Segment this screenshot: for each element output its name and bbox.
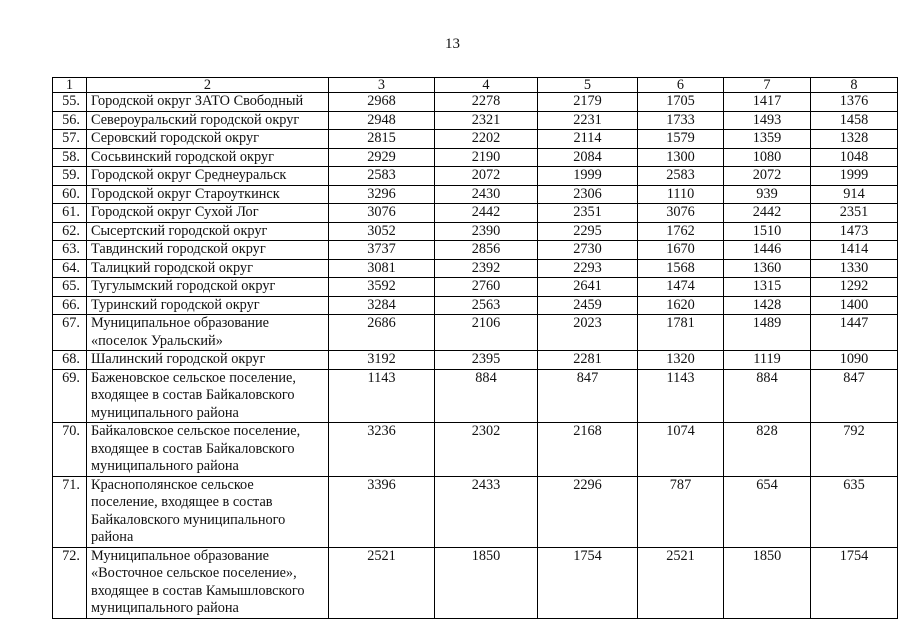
- row-number: 71.: [53, 476, 87, 547]
- value-cell: 1428: [724, 296, 811, 315]
- value-cell: 1360: [724, 259, 811, 278]
- value-cell: 1414: [811, 241, 898, 260]
- value-cell: 1999: [811, 167, 898, 186]
- value-cell: 1754: [811, 547, 898, 618]
- municipality-name: Туринский городской округ: [87, 296, 329, 315]
- value-cell: 2023: [538, 315, 638, 351]
- municipality-name-line: входящее в состав Байкаловского: [91, 387, 295, 403]
- municipality-name: Шалинский городской округ: [87, 351, 329, 370]
- municipality-name: Талицкий городской округ: [87, 259, 329, 278]
- row-number: 64.: [53, 259, 87, 278]
- row-number: 58.: [53, 148, 87, 167]
- municipality-name: Городской округ Староуткинск: [87, 185, 329, 204]
- value-cell: 828: [724, 423, 811, 477]
- value-cell: 1579: [638, 130, 724, 149]
- value-cell: 1143: [329, 369, 435, 423]
- row-number: 70.: [53, 423, 87, 477]
- header-cell: 2: [87, 78, 329, 93]
- value-cell: 1473: [811, 222, 898, 241]
- value-cell: 1400: [811, 296, 898, 315]
- municipality-name-line: муниципального района: [91, 404, 239, 421]
- row-number: 60.: [53, 185, 87, 204]
- page-number: 13: [445, 36, 460, 52]
- value-cell: 3192: [329, 351, 435, 370]
- table-row: [53, 278, 898, 297]
- table-row: [53, 423, 898, 477]
- table-row: [53, 148, 898, 167]
- value-cell: 2929: [329, 148, 435, 167]
- value-cell: 1733: [638, 111, 724, 130]
- table-row: [53, 476, 898, 547]
- table-row: [53, 315, 898, 351]
- value-cell: 1568: [638, 259, 724, 278]
- municipality-name-line: муниципального района: [91, 458, 239, 474]
- value-cell: 2084: [538, 148, 638, 167]
- table-row: [53, 547, 898, 618]
- table-row: [53, 259, 898, 278]
- municipality-name-line: Байкаловское сельское поселение,: [91, 423, 301, 439]
- value-cell: 1328: [811, 130, 898, 149]
- table-row: [53, 351, 898, 370]
- row-number: 61.: [53, 204, 87, 223]
- value-cell: 2293: [538, 259, 638, 278]
- table-row: [53, 222, 898, 241]
- value-cell: 1315: [724, 278, 811, 297]
- value-cell: 2202: [435, 130, 538, 149]
- value-cell: 847: [538, 369, 638, 423]
- value-cell: 3236: [329, 423, 435, 477]
- value-cell: 1447: [811, 315, 898, 351]
- value-cell: 1359: [724, 130, 811, 149]
- row-number: 57.: [53, 130, 87, 149]
- row-number: 67.: [53, 315, 87, 351]
- row-number: 66.: [53, 296, 87, 315]
- table-row: [53, 296, 898, 315]
- value-cell: 2856: [435, 241, 538, 260]
- value-cell: 2583: [638, 167, 724, 186]
- value-cell: 2351: [538, 204, 638, 223]
- value-cell: 2168: [538, 423, 638, 477]
- municipality-name: Городской округ Сухой Лог: [87, 204, 329, 223]
- value-cell: 2231: [538, 111, 638, 130]
- value-cell: 1074: [638, 423, 724, 477]
- value-cell: 2179: [538, 93, 638, 112]
- value-cell: 654: [724, 476, 811, 547]
- value-cell: 1489: [724, 315, 811, 351]
- value-cell: 1080: [724, 148, 811, 167]
- value-cell: 2430: [435, 185, 538, 204]
- value-cell: 1850: [724, 547, 811, 618]
- table-row: [53, 130, 898, 149]
- value-cell: 2281: [538, 351, 638, 370]
- value-cell: 884: [724, 369, 811, 423]
- value-cell: 2583: [329, 167, 435, 186]
- value-cell: 2563: [435, 296, 538, 315]
- municipality-name: [87, 423, 329, 477]
- value-cell: 3737: [329, 241, 435, 260]
- value-cell: 787: [638, 476, 724, 547]
- value-cell: 2072: [435, 167, 538, 186]
- header-cell: 3: [329, 78, 435, 93]
- value-cell: 2641: [538, 278, 638, 297]
- row-number: 56.: [53, 111, 87, 130]
- value-cell: 1119: [724, 351, 811, 370]
- value-cell: 2190: [435, 148, 538, 167]
- value-cell: 2392: [435, 259, 538, 278]
- value-cell: 2815: [329, 130, 435, 149]
- value-cell: 884: [435, 369, 538, 423]
- value-cell: 914: [811, 185, 898, 204]
- municipality-name-line: Байкаловского муниципального: [91, 511, 286, 528]
- municipality-name-line: района: [91, 529, 134, 545]
- value-cell: 1510: [724, 222, 811, 241]
- value-cell: 939: [724, 185, 811, 204]
- value-cell: 1670: [638, 241, 724, 260]
- municipality-name: [87, 547, 329, 618]
- municipality-name: Сысертский городской округ: [87, 222, 329, 241]
- municipality-name: [87, 476, 329, 547]
- row-number: 65.: [53, 278, 87, 297]
- value-cell: 1781: [638, 315, 724, 351]
- value-cell: 1850: [435, 547, 538, 618]
- value-cell: 2433: [435, 476, 538, 547]
- value-cell: 847: [811, 369, 898, 423]
- table-row: [53, 93, 898, 112]
- table-row: [53, 241, 898, 260]
- value-cell: 2072: [724, 167, 811, 186]
- value-cell: 1762: [638, 222, 724, 241]
- header-cell: 5: [538, 78, 638, 93]
- value-cell: 2442: [435, 204, 538, 223]
- value-cell: 2521: [329, 547, 435, 618]
- municipality-name: Сосьвинский городской округ: [87, 148, 329, 167]
- value-cell: 3592: [329, 278, 435, 297]
- municipality-name-line: Краснополянское сельское: [91, 476, 254, 493]
- value-cell: 1474: [638, 278, 724, 297]
- municipality-name-line: Муниципальное образование: [91, 315, 269, 331]
- value-cell: 2686: [329, 315, 435, 351]
- value-cell: 2302: [435, 423, 538, 477]
- value-cell: 2296: [538, 476, 638, 547]
- row-number: 68.: [53, 351, 87, 370]
- header-cell: 1: [53, 78, 87, 93]
- value-cell: 2351: [811, 204, 898, 223]
- table-row: [53, 204, 898, 223]
- table-row: [53, 167, 898, 186]
- value-cell: 1999: [538, 167, 638, 186]
- table-body: [53, 93, 898, 619]
- value-cell: 1300: [638, 148, 724, 167]
- header-row: [53, 78, 898, 93]
- municipality-name-line: «поселок Уральский»: [91, 332, 223, 349]
- value-cell: 2395: [435, 351, 538, 370]
- municipality-name-line: входящее в состав Байкаловского: [91, 440, 295, 457]
- municipality-name-line: входящее в состав Камышловского: [91, 582, 305, 599]
- value-cell: 2730: [538, 241, 638, 260]
- value-cell: 1110: [638, 185, 724, 204]
- municipality-name: Тавдинский городской округ: [87, 241, 329, 260]
- value-cell: 2948: [329, 111, 435, 130]
- value-cell: 2278: [435, 93, 538, 112]
- value-cell: 1754: [538, 547, 638, 618]
- value-cell: 3052: [329, 222, 435, 241]
- value-cell: 1446: [724, 241, 811, 260]
- value-cell: 1143: [638, 369, 724, 423]
- municipality-name: Тугулымский городской округ: [87, 278, 329, 297]
- value-cell: 3284: [329, 296, 435, 315]
- value-cell: 1292: [811, 278, 898, 297]
- value-cell: 1090: [811, 351, 898, 370]
- value-cell: 635: [811, 476, 898, 547]
- value-cell: 3081: [329, 259, 435, 278]
- row-number: 69.: [53, 369, 87, 423]
- value-cell: 3076: [638, 204, 724, 223]
- value-cell: 1376: [811, 93, 898, 112]
- municipality-name: Серовский городской округ: [87, 130, 329, 149]
- value-cell: 1320: [638, 351, 724, 370]
- value-cell: 3296: [329, 185, 435, 204]
- municipality-name: [87, 315, 329, 351]
- table-row: [53, 185, 898, 204]
- value-cell: 1458: [811, 111, 898, 130]
- municipality-name-line: Баженовское сельское поселение,: [91, 369, 296, 386]
- header-cell: 8: [811, 78, 898, 93]
- municipality-name-line: «Восточное сельское поселение»,: [91, 565, 297, 581]
- value-cell: 1417: [724, 93, 811, 112]
- value-cell: 2321: [435, 111, 538, 130]
- row-number: 63.: [53, 241, 87, 260]
- municipality-name: Городской округ Среднеуральск: [87, 167, 329, 186]
- municipality-name: Североуральский городской округ: [87, 111, 329, 130]
- value-cell: 2306: [538, 185, 638, 204]
- value-cell: 2442: [724, 204, 811, 223]
- value-cell: 2114: [538, 130, 638, 149]
- row-number: 55.: [53, 93, 87, 112]
- value-cell: 2521: [638, 547, 724, 618]
- value-cell: 1705: [638, 93, 724, 112]
- value-cell: 2390: [435, 222, 538, 241]
- value-cell: 1493: [724, 111, 811, 130]
- municipality-name-line: поселение, входящее в состав: [91, 494, 273, 510]
- header-cell: 4: [435, 78, 538, 93]
- municipality-name-line: муниципального района: [91, 600, 239, 616]
- data-table: [52, 77, 898, 619]
- value-cell: 2295: [538, 222, 638, 241]
- value-cell: 792: [811, 423, 898, 477]
- table-row: [53, 369, 898, 423]
- value-cell: 2760: [435, 278, 538, 297]
- header-cell: 7: [724, 78, 811, 93]
- value-cell: 3076: [329, 204, 435, 223]
- value-cell: 2459: [538, 296, 638, 315]
- value-cell: 1330: [811, 259, 898, 278]
- header-cell: 6: [638, 78, 724, 93]
- row-number: 72.: [53, 547, 87, 618]
- municipality-name: [87, 369, 329, 423]
- municipality-name-line: Муниципальное образование: [91, 547, 269, 564]
- value-cell: 2968: [329, 93, 435, 112]
- value-cell: 1048: [811, 148, 898, 167]
- value-cell: 1620: [638, 296, 724, 315]
- municipality-name: Городской округ ЗАТО Свободный: [87, 93, 329, 112]
- value-cell: 3396: [329, 476, 435, 547]
- row-number: 62.: [53, 222, 87, 241]
- table-row: [53, 111, 898, 130]
- row-number: 59.: [53, 167, 87, 186]
- value-cell: 2106: [435, 315, 538, 351]
